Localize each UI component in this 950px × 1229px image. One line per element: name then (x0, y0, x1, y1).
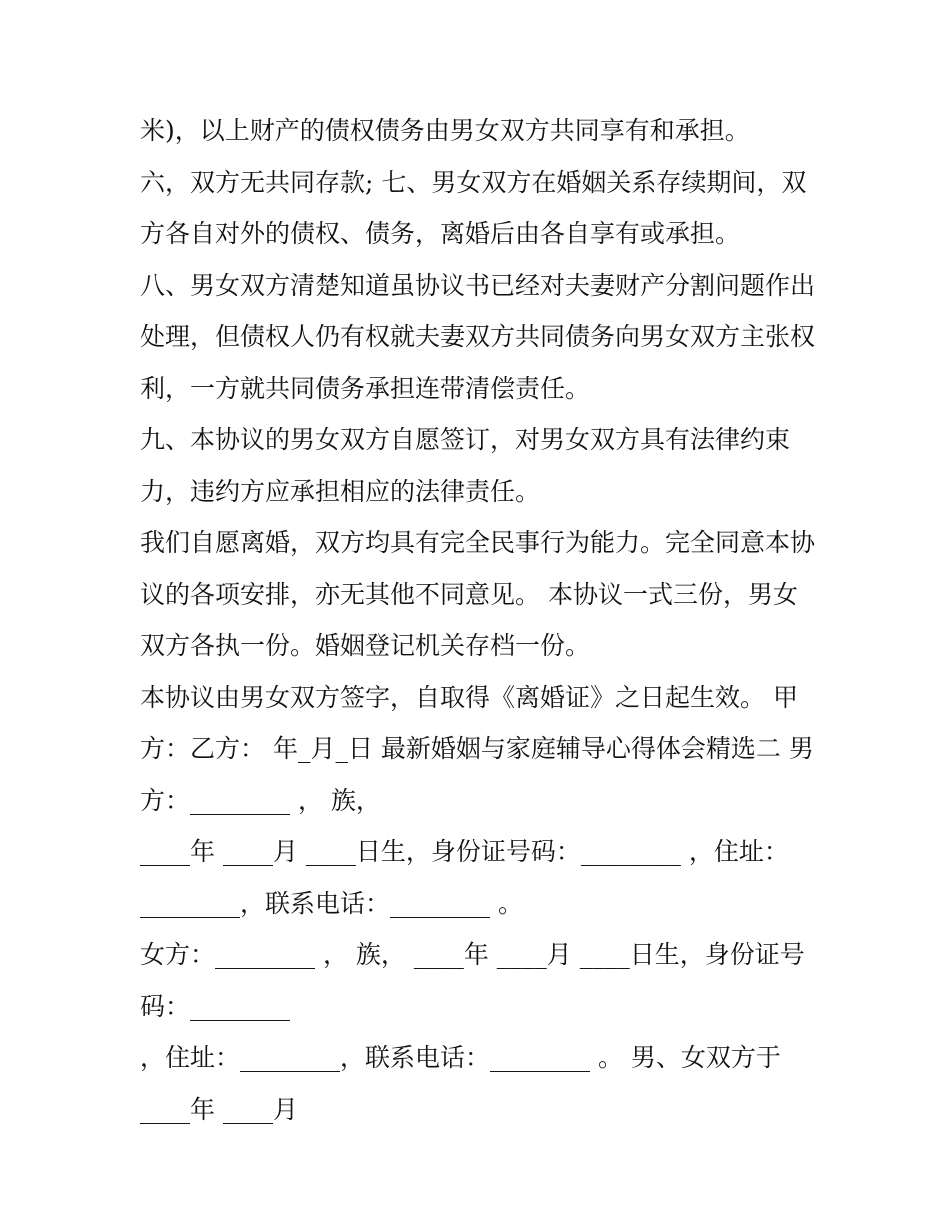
text-line: ____年 ____月 (140, 1094, 298, 1124)
text-line: 方：________ ， 族， (140, 785, 381, 815)
text-line: ________，联系电话：________ 。 (140, 888, 523, 918)
text-line: 方：乙方： 年_月_日 最新婚姻与家庭辅导心得体会精选二 男 (140, 734, 814, 763)
text-line: ____年 ____月 ____日生，身份证号码：________ ，住址： (140, 837, 789, 866)
text-line: 处理，但债权人仍有权就夫妻双方共同债务向男女双方主张权 (140, 322, 816, 351)
text-line: 力，违约方应承担相应的法律责任。 (140, 476, 541, 506)
text-line: 九、本协议的男女双方自愿签订，对男女双方具有法律约束 (140, 425, 791, 454)
text-line: 女方：________ ， 族， ____年 ____月 ____日生，身份证号 (140, 940, 805, 969)
text-line: 利，一方就共同债务承担连带清偿责任。 (140, 373, 591, 403)
document-body (140, 105, 830, 1135)
text-line: 双方各执一份。婚姻登记机关存档一份。 (140, 631, 591, 660)
text-line: 本协议由男女双方签字，自取得《离婚证》之日起生效。 甲 (140, 682, 798, 712)
text-line: 六，双方无共同存款; 七、男女双方在婚姻关系存续期间，双 (140, 167, 807, 197)
text-line: ，住址：________，联系电话：________ 。 男、女双方于 (140, 1043, 781, 1072)
text-line: 我们自愿离婚，双方均具有完全民事行为能力。完全同意本协 (140, 528, 816, 557)
text-line: 八、男女双方清楚知道虽协议书已经对夫妻财产分割问题作出 (140, 270, 816, 300)
text-line: 码：________ (140, 991, 291, 1021)
text-line: 米)，以上财产的债权债务由男女双方共同享有和承担。 (140, 116, 750, 145)
text-line: 方各自对外的债权、债务，离婚后由各自享有或承担。 (140, 219, 741, 248)
text-line: 议的各项安排，亦无其他不同意见。 本协议一式三份，男女 (140, 579, 798, 609)
